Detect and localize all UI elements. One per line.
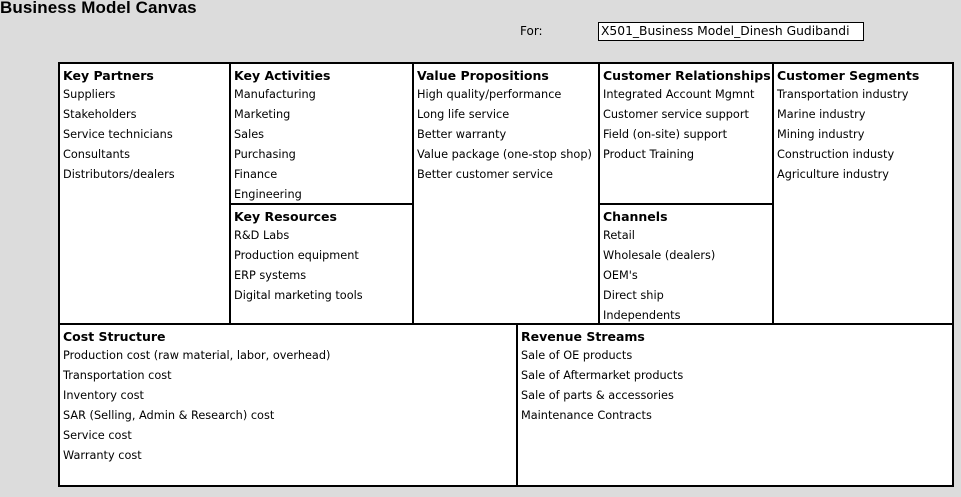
list-item: Purchasing (234, 148, 296, 161)
list-item: Sales (234, 128, 265, 141)
list-item: Customer service support (603, 108, 749, 121)
list-item: Maintenance Contracts (521, 409, 652, 422)
list-item: OEM's (603, 269, 638, 282)
list-item: Mining industry (777, 128, 865, 141)
list-item: Direct ship (603, 289, 664, 302)
list-item: Long life service (417, 108, 510, 121)
customer-relationships-section (600, 64, 772, 203)
list-item: SAR (Selling, Admin & Research) cost (63, 409, 275, 422)
key-resources-section (231, 205, 412, 323)
list-item: Service cost (63, 429, 132, 442)
list-item: Retail (603, 229, 635, 242)
customer-segments-title: Customer Segments (777, 68, 920, 83)
list-item: Suppliers (63, 88, 116, 101)
list-item: Finance (234, 168, 278, 181)
key-partners-section (60, 64, 229, 323)
list-item: Production equipment (234, 249, 359, 262)
channels-title: Channels (603, 209, 668, 224)
list-item: Marine industry (777, 108, 866, 121)
list-item: Stakeholders (63, 108, 137, 121)
list-item: Digital marketing tools (234, 289, 363, 302)
list-item: Manufacturing (234, 88, 316, 101)
revenue-streams-section (518, 325, 952, 485)
channels-section (600, 205, 772, 323)
cost-structure-section (60, 325, 516, 485)
list-item: Sale of OE products (521, 349, 633, 362)
value-propositions-section (414, 64, 598, 323)
list-item: Sale of Aftermarket products (521, 369, 684, 382)
list-item: Consultants (63, 148, 130, 161)
list-item: Transportation industry (777, 88, 909, 101)
list-item: Better warranty (417, 128, 507, 141)
key-activities-title: Key Activities (234, 68, 331, 83)
list-item: Warranty cost (63, 449, 142, 462)
list-item: Integrated Account Mgmnt (603, 88, 755, 101)
list-item: Value package (one-stop shop) (417, 148, 592, 161)
list-item: Agriculture industry (777, 168, 889, 181)
list-item: Field (on-site) support (603, 128, 727, 141)
list-item: Service technicians (63, 128, 173, 141)
list-item: Engineering (234, 188, 302, 201)
list-item: Transportation cost (63, 369, 172, 382)
list-item: Marketing (234, 108, 291, 121)
list-item: Distributors/dealers (63, 168, 175, 181)
key-partners-title: Key Partners (63, 68, 154, 83)
list-item: Production cost (raw material, labor, overhead) (63, 349, 331, 362)
list-item: High quality/performance (417, 88, 562, 101)
for-label: For: (520, 24, 543, 38)
page-title: Business Model Canvas (0, 0, 197, 17)
list-item: Construction industy (777, 148, 895, 161)
key-activities-section (231, 64, 412, 203)
list-item: Inventory cost (63, 389, 144, 402)
revenue-streams-title: Revenue Streams (521, 329, 645, 344)
key-resources-title: Key Resources (234, 209, 337, 224)
list-item: Better customer service (417, 168, 553, 181)
customer-segments-section (774, 64, 952, 323)
cost-structure-title: Cost Structure (63, 329, 166, 344)
customer-relationships-title: Customer Relationships (603, 68, 771, 83)
list-item: Wholesale (dealers) (603, 249, 716, 262)
list-item: Independents (603, 309, 681, 322)
business-model-canvas (58, 62, 954, 487)
for-value-cell[interactable]: X501_Business Model_Dinesh Gudibandi (598, 22, 864, 41)
list-item: Sale of parts & accessories (521, 389, 674, 402)
value-propositions-title: Value Propositions (417, 68, 549, 83)
list-item: Product Training (603, 148, 695, 161)
list-item: R&D Labs (234, 229, 290, 242)
list-item: ERP systems (234, 269, 307, 282)
